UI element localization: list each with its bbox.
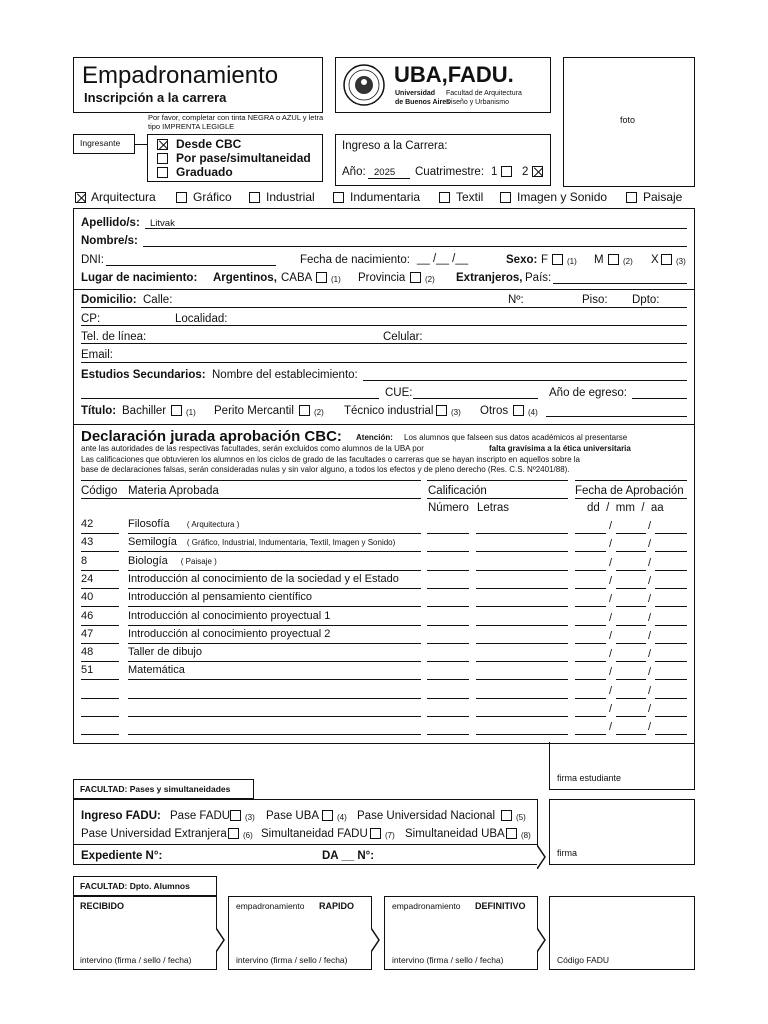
- pases-arrow-icon: [537, 845, 549, 874]
- row-aa-line[interactable]: [655, 716, 687, 717]
- provincia-label: Provincia: [358, 272, 406, 284]
- sexo-label: Sexo:: [506, 254, 538, 266]
- row-dd-line[interactable]: [575, 625, 606, 626]
- row-mm-line[interactable]: [616, 625, 646, 626]
- declaracion-text2b: falta gravísima a la ética universitaria: [489, 444, 631, 453]
- row-date-sep-1: /: [609, 630, 613, 642]
- anio-egreso-label: Año de egreso:: [549, 387, 628, 399]
- firma-estudiante-label: firma estudiante: [557, 773, 622, 783]
- carrera-paisaje-label: Paisaje: [643, 190, 683, 204]
- row-dd-line[interactable]: [575, 643, 606, 644]
- row-subject-name: Semilogía: [128, 536, 177, 548]
- row-mm-line[interactable]: [616, 679, 646, 680]
- ingresante-pase-checkbox[interactable]: [157, 153, 168, 164]
- titulo-perito-checkbox[interactable]: [299, 405, 310, 416]
- row-mm-line[interactable]: [616, 734, 646, 735]
- carrera-indumentaria-checkbox[interactable]: [333, 192, 344, 203]
- titulo-perito-label: Perito Mercantil: [214, 405, 294, 417]
- row-aa-line[interactable]: [655, 734, 687, 735]
- row-aa-line[interactable]: [655, 588, 687, 589]
- row-date-sep-2: /: [648, 666, 652, 678]
- carrera-indumentaria-label: Indumentaria: [350, 190, 421, 204]
- row-mm-line[interactable]: [616, 643, 646, 644]
- row-date-sep-2: /: [648, 612, 652, 624]
- row-subject-name: Filosofía: [128, 518, 170, 530]
- row-date-sep-1: /: [609, 721, 613, 733]
- expediente-label: Expediente N°:: [81, 850, 163, 862]
- pases-tab-label: FACULTAD: Pases y simultaneidades: [80, 784, 231, 794]
- row-code: 47: [81, 628, 94, 640]
- titulo-otros-line[interactable]: [546, 416, 687, 417]
- row-date-sep-1: /: [609, 538, 613, 550]
- table-top-line-left: [81, 480, 421, 481]
- col-fecha-header: Fecha de Aprobación: [575, 485, 684, 497]
- sexo-f-checkbox[interactable]: [552, 254, 563, 265]
- carrera-grafico-label: Gráfico: [193, 190, 232, 204]
- row-numero-line[interactable]: [427, 661, 469, 662]
- pases-separator: [74, 844, 537, 845]
- declaracion-atencion: Atención:: [356, 433, 393, 442]
- carrera-imagen-sonido-label: Imagen y Sonido: [517, 190, 608, 204]
- separator-2: [74, 424, 694, 425]
- row-subject-line[interactable]: [128, 661, 421, 662]
- rapido-label: RAPIDO: [319, 901, 355, 911]
- row-subject-name: Introducción al pensamiento científico: [128, 591, 313, 603]
- nombre-label: Nombre/s:: [81, 235, 138, 247]
- row-date-sep-1: /: [609, 648, 613, 660]
- row-numero-line[interactable]: [427, 643, 469, 644]
- cuatrimestre-2-checkbox[interactable]: [532, 166, 543, 177]
- row-subject-line[interactable]: [128, 716, 421, 717]
- anio-egreso-line[interactable]: [632, 398, 687, 399]
- codigo-fadu-label: Código FADU: [557, 955, 609, 965]
- titulo-otros-note: (4): [528, 408, 538, 417]
- rapido-intervino: intervino (firma / sello / fecha): [236, 955, 348, 965]
- domicilio-label: Domicilio:: [81, 294, 137, 306]
- ingresante-cbc-checkbox[interactable]: [157, 139, 168, 150]
- pase-nacional-note: (5): [516, 813, 526, 822]
- row-subject-line[interactable]: [128, 606, 421, 607]
- row-aa-line[interactable]: [655, 533, 687, 534]
- definitivo-arrow-icon: [537, 928, 549, 957]
- sexo-x-label: X: [651, 254, 659, 266]
- row-letras-line[interactable]: [476, 734, 568, 735]
- sexo-f-label: F: [541, 254, 549, 266]
- ingresante-label: Ingresante: [80, 138, 121, 148]
- col-letras-header: Letras: [477, 502, 509, 514]
- definitivo-prefix: empadronamiento: [392, 901, 461, 911]
- row-code: 48: [81, 646, 94, 658]
- nombre-line[interactable]: [143, 246, 687, 247]
- titulo-tecnico-checkbox[interactable]: [436, 405, 447, 416]
- logo-fadu-line1: Facultad de Arquitectura: [446, 90, 522, 97]
- col-fecha-subheader: dd / mm / aa: [587, 502, 664, 514]
- row-code-line[interactable]: [81, 661, 119, 662]
- row-subject-line[interactable]: [128, 570, 421, 571]
- titulo-tecnico-label: Técnico industrial: [344, 405, 434, 417]
- row-code: 42: [81, 518, 94, 530]
- row-letras-line[interactable]: [476, 606, 568, 607]
- row-date-sep-1: /: [609, 593, 613, 605]
- anio-value[interactable]: 2025: [374, 167, 396, 178]
- titulo-otros-label: Otros: [480, 405, 509, 417]
- pase-uba-checkbox[interactable]: [322, 810, 333, 821]
- logo-wordmark: UBA,FADU.: [394, 62, 514, 87]
- row-numero-line[interactable]: [427, 734, 469, 735]
- dni-line[interactable]: [106, 265, 276, 266]
- calle-label: Calle:: [143, 294, 173, 306]
- tel-label: Tel. de línea:: [81, 331, 147, 343]
- row-letras-line[interactable]: [476, 643, 568, 644]
- row-date-sep-1: /: [609, 703, 613, 715]
- table-top-line-mid: [427, 480, 568, 481]
- row-aa-line[interactable]: [655, 570, 687, 571]
- fecha-nac-field[interactable]: __ /__ /__: [417, 253, 469, 265]
- cuatrimestre-1-label: 1: [491, 166, 498, 178]
- row-mm-line[interactable]: [616, 606, 646, 607]
- row-dd-line[interactable]: [575, 588, 606, 589]
- apellido-line: [145, 228, 687, 229]
- row-mm-line[interactable]: [616, 551, 646, 552]
- simult-uba-checkbox[interactable]: [506, 828, 517, 839]
- row-mm-line[interactable]: [616, 661, 646, 662]
- estudios-label: Estudios Secundarios:: [81, 369, 206, 381]
- ingreso-carrera-title: Ingreso a la Carrera:: [342, 140, 448, 152]
- row-subject-line[interactable]: [128, 533, 421, 534]
- row-code-line[interactable]: [81, 716, 119, 717]
- row-dd-line[interactable]: [575, 734, 606, 735]
- row-code-line[interactable]: [81, 606, 119, 607]
- table-head-line-mid: [427, 498, 568, 499]
- row-dd-line[interactable]: [575, 533, 606, 534]
- col-calificacion-header: Calificación: [428, 485, 487, 497]
- rapido-arrow-icon: [371, 928, 383, 957]
- provincia-note: (2): [425, 275, 435, 284]
- row-subject-line[interactable]: [128, 551, 421, 552]
- row-date-sep-2: /: [648, 593, 652, 605]
- pase-extranjera-note: (6): [243, 831, 253, 840]
- alumnos-tab-label: FACULTAD: Dpto. Alumnos: [80, 881, 190, 891]
- row-code: 46: [81, 610, 94, 622]
- provincia-checkbox[interactable]: [410, 272, 421, 283]
- email-line[interactable]: [81, 362, 687, 363]
- row-date-sep-2: /: [648, 703, 652, 715]
- carrera-industrial-label: Industrial: [266, 190, 315, 204]
- rapido-prefix: empadronamiento: [236, 901, 305, 911]
- instructions-text: Por favor, completar con tinta NEGRA o AZUL y letra tipo IMPRENTA LEGIGLE: [148, 113, 324, 131]
- logo-uba-line1: Universidad: [395, 90, 436, 97]
- firma-label: firma: [557, 848, 577, 858]
- row-code-line[interactable]: [81, 588, 119, 589]
- row-numero-line[interactable]: [427, 551, 469, 552]
- row-date-sep-2: /: [648, 538, 652, 550]
- celular-label: Celular:: [383, 331, 423, 343]
- titulo-tecnico-note: (3): [451, 408, 461, 417]
- cue-label: CUE:: [385, 387, 413, 399]
- pase-extranjera-label: Pase Universidad Extranjera: [81, 828, 227, 840]
- declaracion-text1: Los alumnos que falseen sus datos académicos al presentarse: [404, 433, 628, 442]
- logo-uba-line2: de Buenos Aires: [395, 99, 450, 106]
- row-date-sep-1: /: [609, 557, 613, 569]
- row-aa-line[interactable]: [655, 625, 687, 626]
- row-subject-line[interactable]: [128, 734, 421, 735]
- row-dd-line[interactable]: [575, 679, 606, 680]
- simult-fadu-note: (7): [385, 831, 395, 840]
- simult-uba-label: Simultaneidad UBA: [405, 828, 505, 840]
- row-subject-name: Introducción al conocimiento proyectual 2: [128, 628, 331, 640]
- row-code-line[interactable]: [81, 625, 119, 626]
- row-code-line[interactable]: [81, 698, 119, 699]
- pase-nacional-label: Pase Universidad Nacional: [357, 810, 496, 822]
- row-mm-line[interactable]: [616, 588, 646, 589]
- row-code-line[interactable]: [81, 734, 119, 735]
- sexo-m-label: M: [594, 254, 604, 266]
- caba-label: CABA: [281, 272, 313, 284]
- ingresante-pase-label: Por pase/simultaneidad: [176, 151, 311, 165]
- sexo-f-note: (1): [567, 257, 577, 266]
- row-aa-line[interactable]: [655, 606, 687, 607]
- row-subject-name: Matemática: [128, 664, 185, 676]
- row-code-line[interactable]: [81, 679, 119, 680]
- row-code-line[interactable]: [81, 643, 119, 644]
- row-subject-note: ( Arquitectura ): [186, 520, 240, 529]
- argentinos-label: Argentinos,: [213, 272, 277, 284]
- row-letras-line[interactable]: [476, 570, 568, 571]
- row-date-sep-2: /: [648, 520, 652, 532]
- establecimiento-line-2[interactable]: [81, 398, 379, 399]
- table-head-line-left: [81, 498, 421, 499]
- titulo-perito-note: (2): [314, 408, 324, 417]
- row-code-line[interactable]: [81, 533, 119, 534]
- numero-label: Nº:: [508, 294, 524, 306]
- page-subtitle: Inscripción a la carrera: [84, 90, 227, 105]
- pais-label: País:: [525, 272, 552, 284]
- pais-line[interactable]: [553, 283, 687, 284]
- row-numero-line[interactable]: [427, 716, 469, 717]
- row-letras-line[interactable]: [476, 551, 568, 552]
- row-mm-line[interactable]: [616, 698, 646, 699]
- cp-label: CP:: [81, 313, 101, 325]
- row-subject-name: Introducción al conocimiento de la sociedad y el Estado: [128, 573, 399, 585]
- ingresante-connector: [135, 144, 147, 145]
- ingresante-cbc-label: Desde CBC: [176, 137, 242, 151]
- row-subject-note: ( Gráfico, Industrial, Indumentaria, Textil, Imagen y Sonido): [186, 538, 396, 547]
- uba-seal-icon: [342, 62, 386, 108]
- fecha-nac-label: Fecha de nacimiento:: [300, 254, 410, 266]
- row-subject-note: ( Paisaje ): [180, 557, 217, 566]
- row-date-sep-1: /: [609, 685, 613, 697]
- carrera-textil-checkbox[interactable]: [439, 192, 450, 203]
- titulo-otros-checkbox[interactable]: [513, 405, 524, 416]
- row-letras-line[interactable]: [476, 679, 568, 680]
- titulo-label: Título:: [81, 405, 117, 417]
- row-code: 24: [81, 573, 94, 585]
- pase-fadu-label: Pase FADU: [170, 810, 231, 822]
- row-letras-line[interactable]: [476, 533, 568, 534]
- row-subject-name: Taller de dibujo: [128, 646, 202, 658]
- sexo-x-note: (3): [676, 257, 686, 266]
- domicilio-line[interactable]: [81, 307, 687, 308]
- row-code: 8: [81, 555, 88, 567]
- cuatrimestre-2-label: 2: [522, 166, 529, 178]
- titulo-bachiller-label: Bachiller: [122, 405, 167, 417]
- declaracion-title: Declaración jurada aprobación CBC:: [81, 428, 342, 445]
- row-date-sep-2: /: [648, 575, 652, 587]
- row-dd-line[interactable]: [575, 661, 606, 662]
- row-code-line[interactable]: [81, 570, 119, 571]
- row-numero-line[interactable]: [427, 606, 469, 607]
- da-label: DA __ N°:: [322, 850, 375, 862]
- carrera-arquitectura-checkbox[interactable]: [75, 192, 86, 203]
- simult-uba-note: (8): [521, 831, 531, 840]
- row-subject-line[interactable]: [128, 625, 421, 626]
- row-subject-line[interactable]: [128, 679, 421, 680]
- row-dd-line[interactable]: [575, 570, 606, 571]
- photo-label: foto: [620, 115, 636, 125]
- row-numero-line[interactable]: [427, 698, 469, 699]
- sexo-m-checkbox[interactable]: [608, 254, 619, 265]
- establecimiento-line[interactable]: [363, 380, 687, 381]
- pase-uba-label: Pase UBA: [266, 810, 320, 822]
- row-aa-line[interactable]: [655, 551, 687, 552]
- row-dd-line[interactable]: [575, 551, 606, 552]
- table-top-line-right: [575, 480, 687, 481]
- row-date-sep-1: /: [609, 666, 613, 678]
- row-letras-line[interactable]: [476, 661, 568, 662]
- definitivo-intervino: intervino (firma / sello / fecha): [392, 955, 504, 965]
- recibido-label: RECIBIDO: [80, 901, 125, 911]
- cuatrimestre-1-checkbox[interactable]: [501, 166, 512, 177]
- row-subject-line[interactable]: [128, 643, 421, 644]
- row-aa-line[interactable]: [655, 643, 687, 644]
- pase-uba-note: (4): [337, 813, 347, 822]
- tel-line[interactable]: [81, 343, 687, 344]
- table-head-line-right: [575, 498, 687, 499]
- establecimiento-label: Nombre del establecimiento:: [212, 369, 358, 381]
- row-aa-line[interactable]: [655, 661, 687, 662]
- row-code-line[interactable]: [81, 551, 119, 552]
- row-letras-line[interactable]: [476, 625, 568, 626]
- row-mm-line[interactable]: [616, 533, 646, 534]
- pase-extranjera-checkbox[interactable]: [228, 828, 239, 839]
- simult-fadu-checkbox[interactable]: [370, 828, 381, 839]
- carrera-arquitectura-label: Arquitectura: [91, 190, 156, 204]
- definitivo-label: DEFINITIVO: [475, 901, 526, 911]
- recibido-arrow-icon: [216, 928, 228, 957]
- lugar-nac-label: Lugar de nacimiento:: [81, 272, 198, 284]
- caba-checkbox[interactable]: [316, 272, 327, 283]
- cuatrimestre-label: Cuatrimestre:: [415, 166, 485, 178]
- logo-fadu-line2: Diseño y Urbanismo: [446, 99, 510, 106]
- cue-line[interactable]: [413, 398, 538, 399]
- row-subject-line[interactable]: [128, 698, 421, 699]
- row-numero-line[interactable]: [427, 533, 469, 534]
- row-code: 51: [81, 664, 94, 676]
- row-date-sep-2: /: [648, 630, 652, 642]
- row-mm-line[interactable]: [616, 716, 646, 717]
- row-code: 43: [81, 536, 94, 548]
- carrera-grafico-checkbox[interactable]: [176, 192, 187, 203]
- row-numero-line[interactable]: [427, 570, 469, 571]
- page-title: Empadronamiento: [82, 62, 279, 89]
- apellido-label: Apellido/s:: [81, 217, 140, 229]
- ingresante-graduado-label: Graduado: [176, 165, 233, 179]
- titulo-bachiller-note: (1): [186, 408, 196, 417]
- sexo-x-checkbox[interactable]: [661, 254, 672, 265]
- localidad-label: Localidad:: [175, 313, 228, 325]
- declaracion-text2: ante las autoridades de las respectivas facultades, serán excluidos como alumnos de la UBA por: [81, 444, 424, 453]
- row-date-sep-2: /: [648, 648, 652, 660]
- row-letras-line[interactable]: [476, 588, 568, 589]
- row-aa-line[interactable]: [655, 679, 687, 680]
- dpto-label: Dpto:: [632, 294, 660, 306]
- carrera-industrial-checkbox[interactable]: [249, 192, 260, 203]
- pase-fadu-note: (3): [245, 813, 255, 822]
- declaracion-text4: base de declaraciones falsas, serán consideradas nulas y sin valor alguno, a todos los efectos y de pleno derecho (Res. C.S. Nº2401/88).: [81, 465, 570, 474]
- row-numero-line[interactable]: [427, 679, 469, 680]
- cp-line[interactable]: [81, 325, 687, 326]
- titulo-bachiller-checkbox[interactable]: [171, 405, 182, 416]
- separator-1: [74, 289, 694, 290]
- pase-fadu-checkbox[interactable]: [230, 810, 241, 821]
- row-dd-line[interactable]: [575, 698, 606, 699]
- pase-nacional-checkbox[interactable]: [501, 810, 512, 821]
- col-materia-header: Materia Aprobada: [128, 485, 219, 497]
- row-letras-line[interactable]: [476, 698, 568, 699]
- ingreso-fadu-label: Ingreso FADU:: [81, 810, 161, 822]
- carrera-textil-label: Textil: [456, 190, 484, 204]
- row-code: 40: [81, 591, 94, 603]
- row-numero-line[interactable]: [427, 588, 469, 589]
- carrera-imagen-sonido-checkbox[interactable]: [500, 192, 511, 203]
- anio-label: Año:: [342, 166, 366, 178]
- caba-note: (1): [331, 275, 341, 284]
- dni-label: DNI:: [81, 254, 104, 266]
- row-date-sep-1: /: [609, 612, 613, 624]
- row-numero-line[interactable]: [427, 625, 469, 626]
- apellido-field[interactable]: Litvak: [150, 218, 175, 229]
- declaracion-text3: Las calificaciones que obtuvieren los alumnos en los ciclos de grado de las facultades o carreras que se hayan inscripto en aquellos sobre la: [81, 455, 580, 464]
- piso-label: Piso:: [582, 294, 608, 306]
- row-date-sep-2: /: [648, 721, 652, 733]
- row-aa-line[interactable]: [655, 698, 687, 699]
- col-numero-header: Número: [428, 502, 469, 514]
- recibido-intervino: intervino (firma / sello / fecha): [80, 955, 192, 965]
- ingresante-graduado-checkbox[interactable]: [157, 167, 168, 178]
- row-date-sep-2: /: [648, 557, 652, 569]
- row-date-sep-1: /: [609, 575, 613, 587]
- row-subject-line[interactable]: [128, 588, 421, 589]
- email-label: Email:: [81, 349, 113, 361]
- row-dd-line[interactable]: [575, 716, 606, 717]
- row-subject-name: Biología: [128, 555, 168, 567]
- row-date-sep-1: /: [609, 520, 613, 532]
- simult-fadu-label: Simultaneidad FADU: [261, 828, 368, 840]
- row-subject-name: Introducción al conocimiento proyectual 1: [128, 610, 331, 622]
- sexo-m-note: (2): [623, 257, 633, 266]
- row-mm-line[interactable]: [616, 570, 646, 571]
- row-dd-line[interactable]: [575, 606, 606, 607]
- row-letras-line[interactable]: [476, 716, 568, 717]
- carrera-paisaje-checkbox[interactable]: [626, 192, 637, 203]
- extranjeros-label: Extranjeros,: [456, 272, 523, 284]
- col-codigo-header: Código: [81, 485, 118, 497]
- row-date-sep-2: /: [648, 685, 652, 697]
